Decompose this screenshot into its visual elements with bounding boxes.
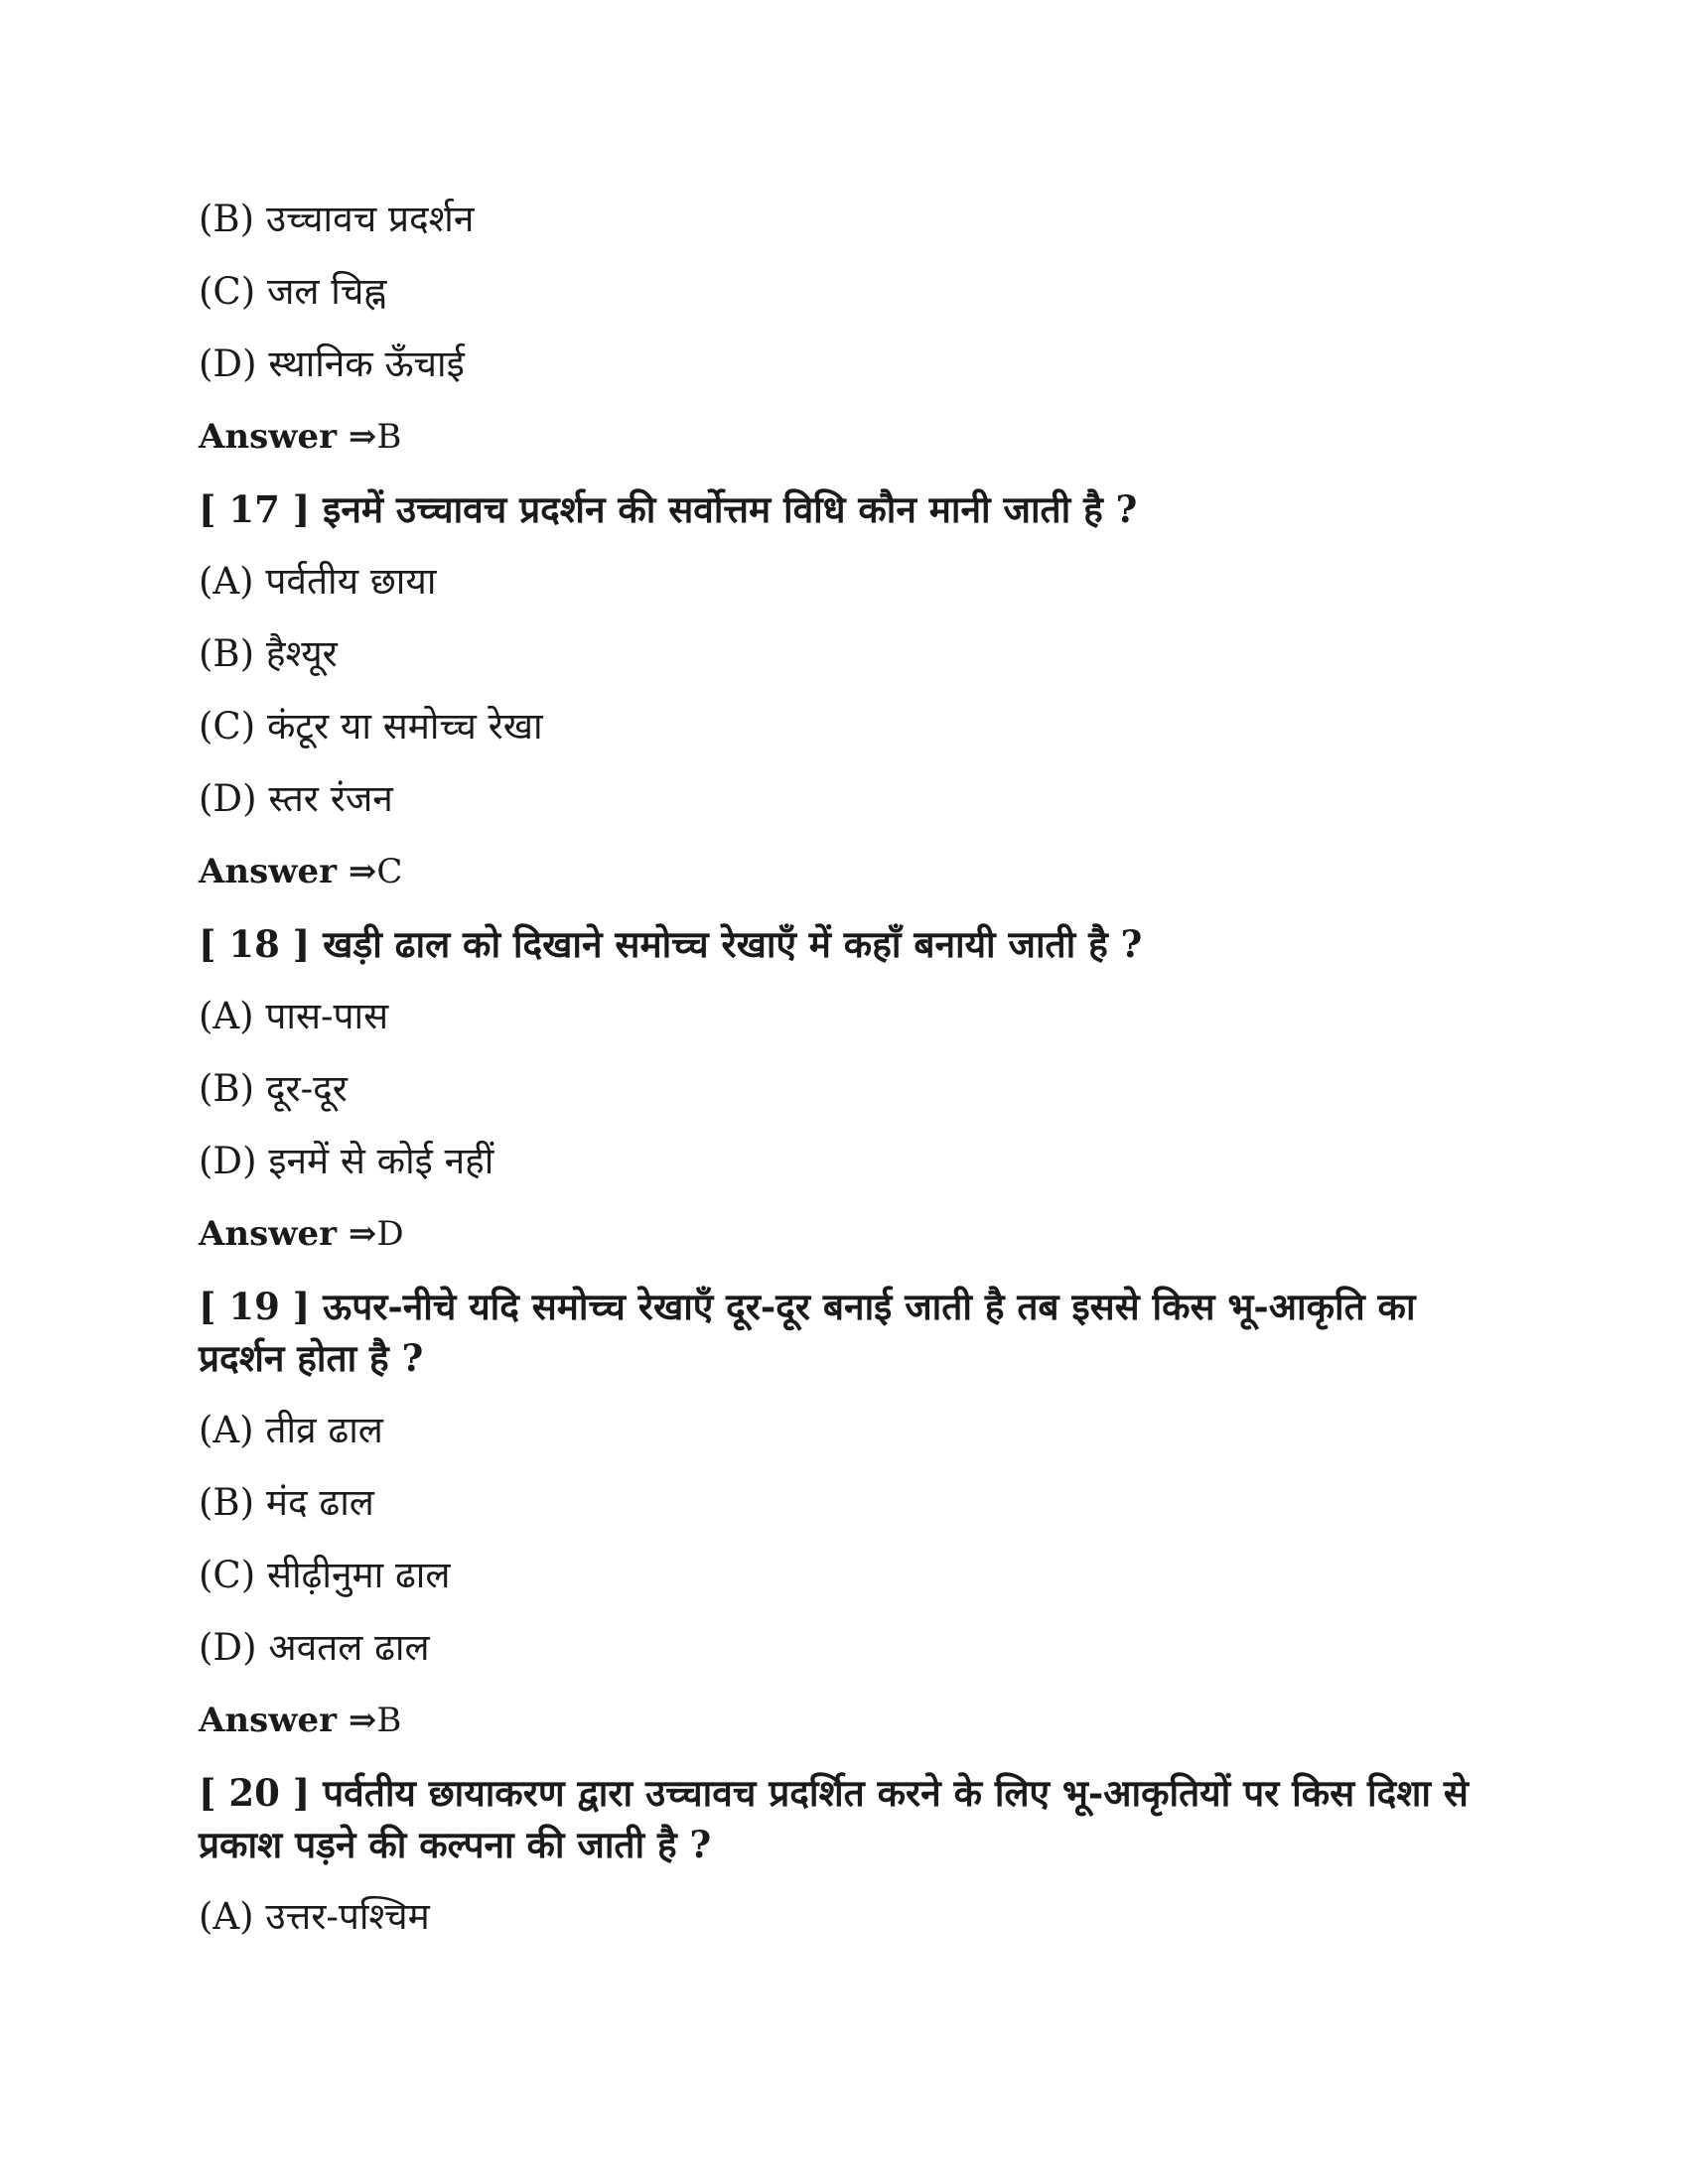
option-label: (B) [199,198,255,240]
document-page [199,194,1509,1964]
option-text: जल चिह्न [266,270,387,313]
option-text: मंद ढाल [265,1481,374,1524]
option-line [199,1063,1509,1115]
question-19: [ 19 ] ऊपर-नीचे यदि समोच्च रेखाएँ दूर-दूर बनाई जाती है तब इससे किस भू-आकृति का प्रदर्शन होता है ? [199,1285,1416,1380]
option-line [199,991,1509,1042]
answer-line [199,1695,1509,1746]
option-text: इनमें से कोई नहीं [268,1140,494,1182]
option-text: कंटूर या समोच्च रेखा [266,705,543,748]
option-label: (A) [199,1409,254,1451]
option-text: सीढ़ीनुमा ढाल [266,1554,451,1596]
option-label: (B) [199,632,255,675]
option-label: (B) [199,1067,255,1110]
option-line [199,266,1509,318]
answer-value: D [376,1214,404,1254]
answer-value: B [376,1701,402,1740]
option-text: स्तर रंजन [268,777,393,820]
answer-value: B [376,417,402,457]
question-17: [ 17 ] इनमें उच्चावच प्रदर्शन की सर्वोत्तम विधि कौन मानी जाती है ? [199,487,1138,531]
option-line [199,1622,1509,1674]
option-text: दूर-दूर [265,1067,348,1110]
option-text: अवतल ढाल [268,1626,430,1669]
option-label: (D) [199,1140,257,1182]
option-line [199,1477,1509,1529]
option-label: (D) [199,1626,257,1669]
option-line [199,773,1509,825]
option-label: (C) [199,1554,256,1596]
answer-prefix: Answer ⇒ [199,1214,377,1254]
option-line [199,1891,1509,1943]
option-text: उच्चावच प्रदर्शन [265,198,475,240]
option-label: (C) [199,705,256,748]
option-label: (A) [199,560,254,603]
option-line [199,194,1509,245]
option-line [199,1136,1509,1187]
question-18: [ 18 ] खड़ी ढाल को दिखाने समोच्च रेखाएँ में कहाँ बनायी जाती है ? [199,922,1143,966]
option-line [199,1405,1509,1456]
option-label: (C) [199,270,256,313]
answer-line [199,411,1509,463]
option-text: तीव्र ढाल [265,1409,383,1451]
option-text: उत्तर-पश्चिम [265,1895,430,1938]
option-text: स्थानिक ऊँचाई [268,342,465,385]
option-label: (B) [199,1481,255,1524]
answer-prefix: Answer ⇒ [199,417,377,457]
option-label: (A) [199,1895,254,1938]
option-text: पास-पास [265,995,389,1037]
question-20: [ 20 ] पर्वतीय छायाकरण द्वारा उच्चावच प्रदर्शित करने के लिए भू-आकृतियों पर किस दिशा से प्रकाश पड़ने की कल्पना की जाती है ? [199,1771,1469,1866]
option-line [199,1550,1509,1601]
option-text: हैश्यूर [265,632,338,675]
answer-prefix: Answer ⇒ [199,1701,377,1740]
option-text: पर्वतीय छाया [265,560,437,603]
answer-line [199,1208,1509,1260]
option-line [199,556,1509,608]
answer-line [199,846,1509,897]
answer-value: C [376,852,403,891]
option-line [199,628,1509,680]
option-line [199,339,1509,390]
option-label: (D) [199,342,257,385]
option-label: (A) [199,995,254,1037]
option-line [199,701,1509,752]
option-label: (D) [199,777,257,820]
answer-prefix: Answer ⇒ [199,852,377,891]
